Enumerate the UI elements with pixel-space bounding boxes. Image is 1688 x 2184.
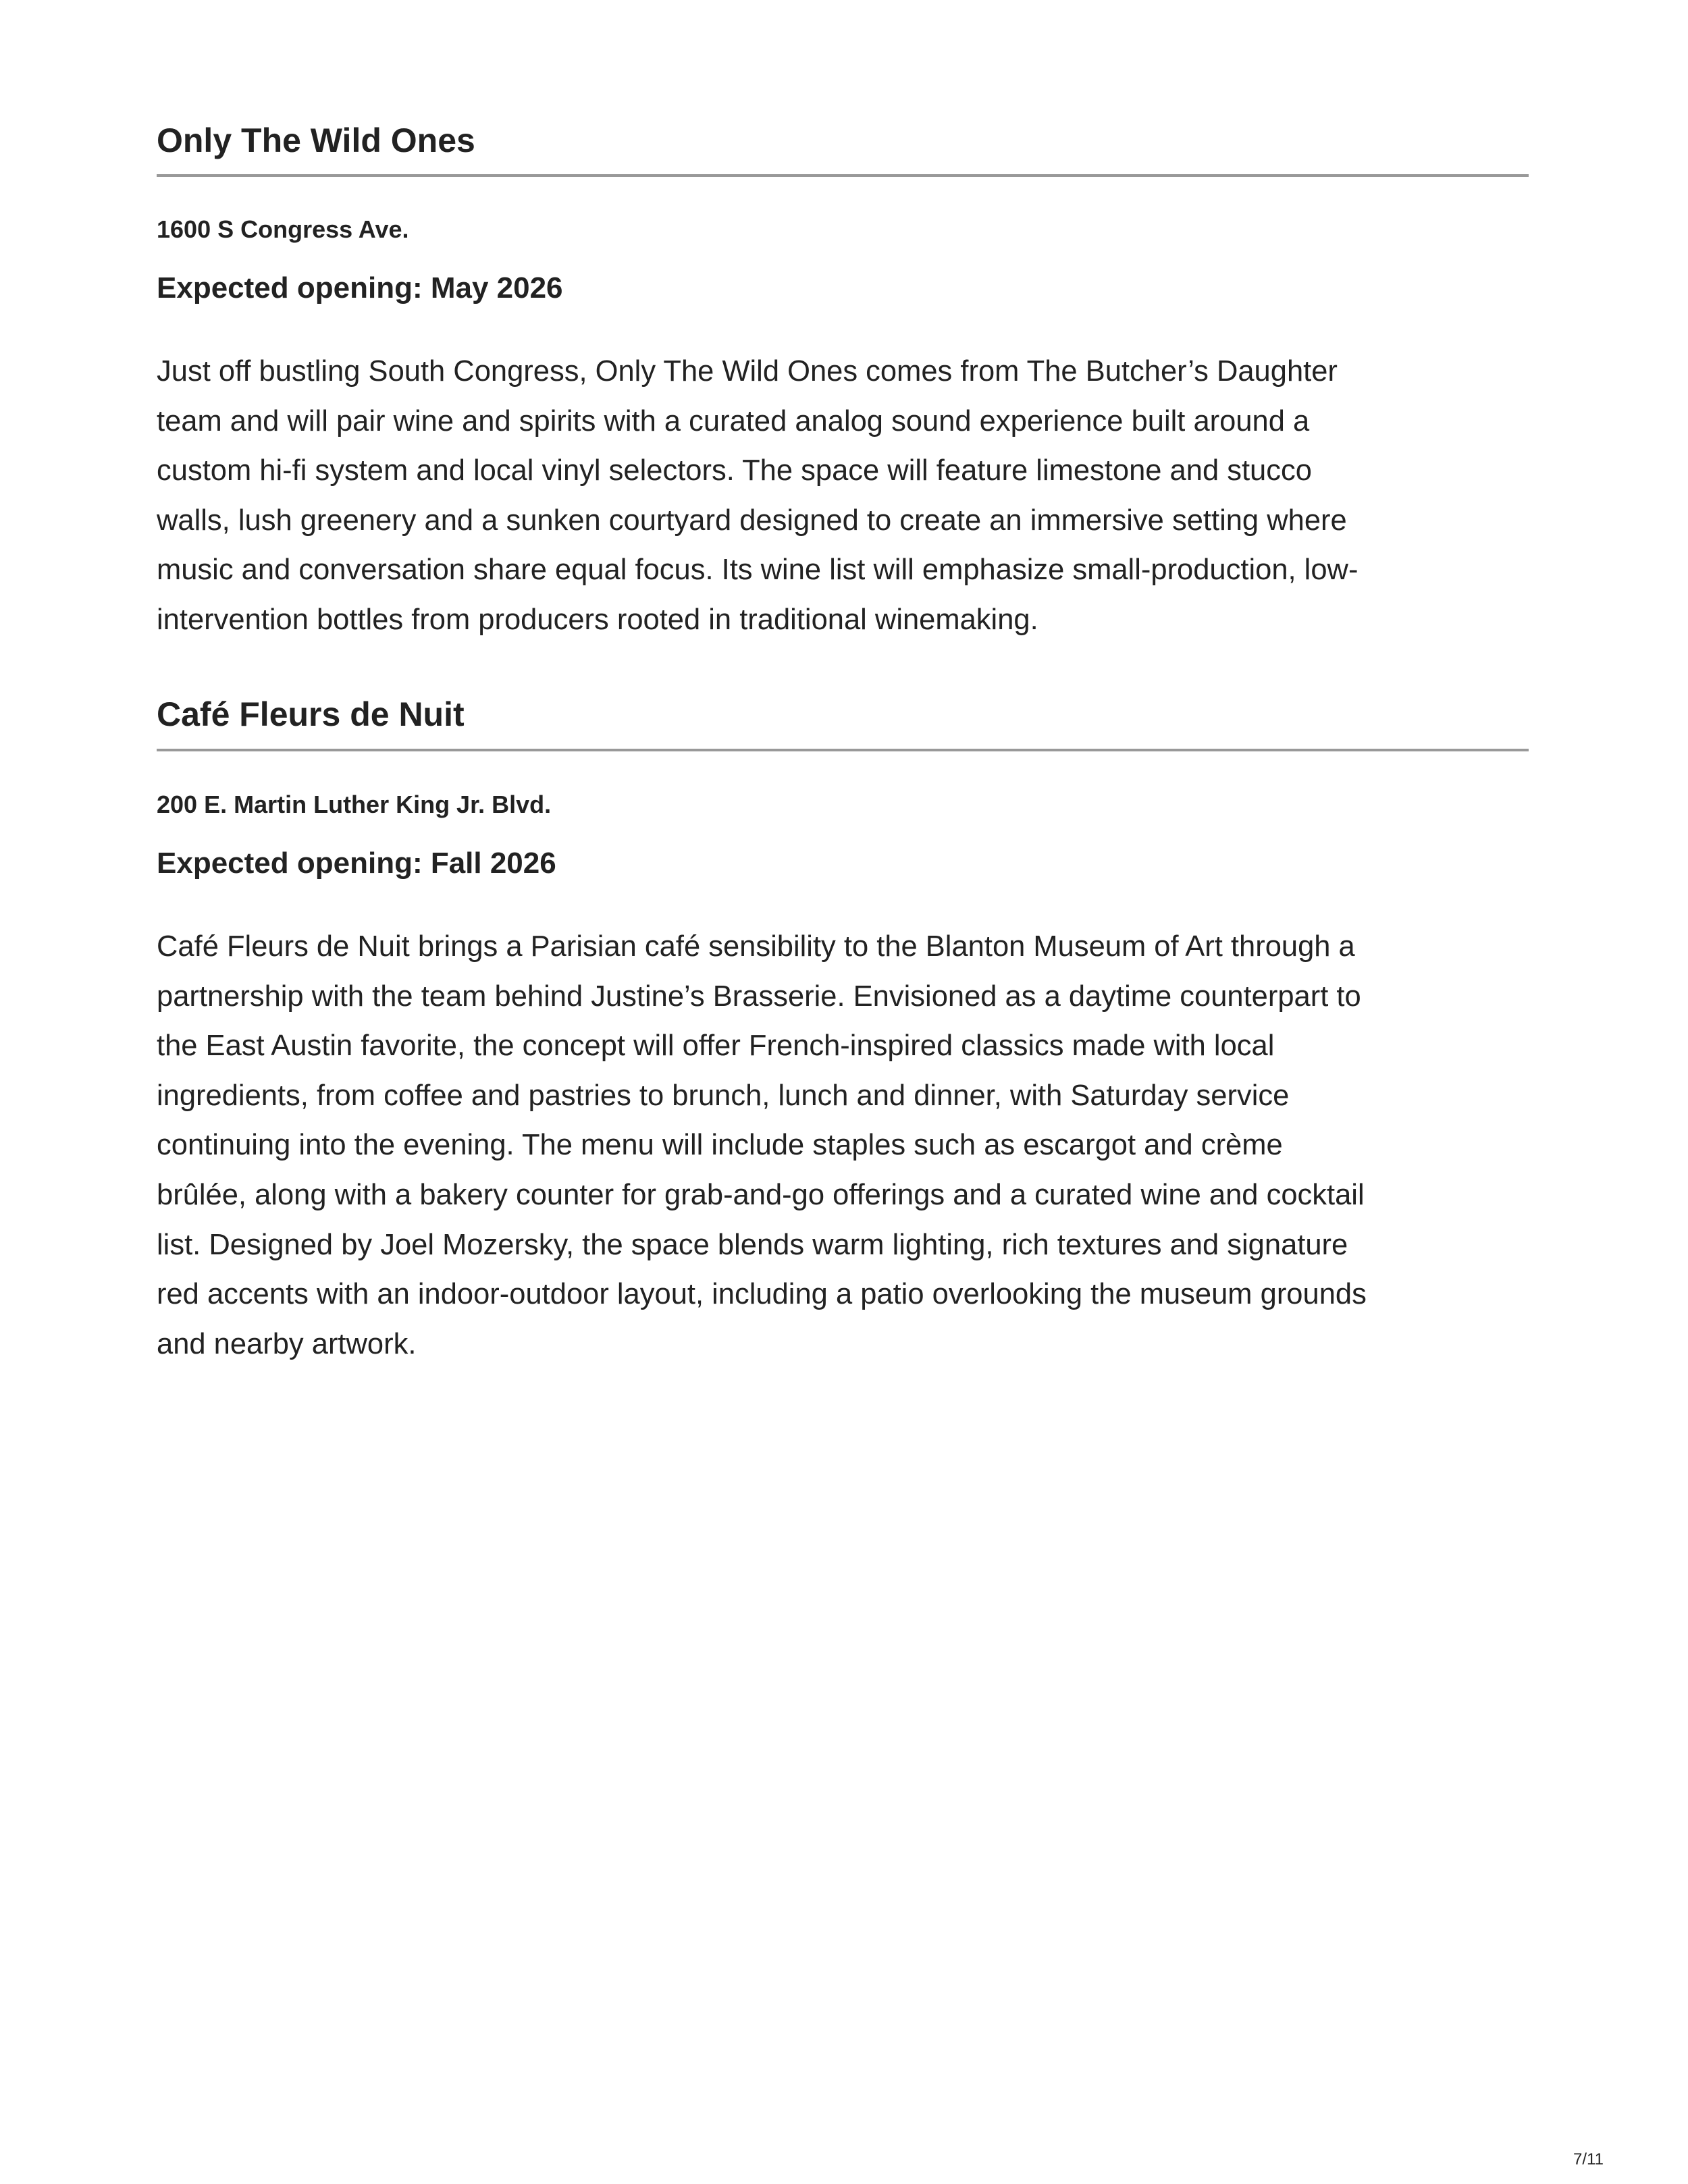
venue-description bbox=[157, 347, 1529, 645]
venue-description bbox=[157, 922, 1529, 1369]
description-line: intervention bottles from producers rooted in traditional winemaking. bbox=[157, 603, 1038, 636]
expected-opening: Expected opening: May 2026 bbox=[157, 271, 563, 304]
document-page bbox=[157, 0, 1529, 2184]
section-divider bbox=[157, 749, 1529, 751]
description-line: continuing into the evening. The menu will include staples such as escargot and crème bbox=[157, 1129, 1283, 1162]
venue-address: 1600 S Congress Ave. bbox=[157, 215, 409, 243]
description-line: team and will pair wine and spirits with a curated analog sound experience built around a bbox=[157, 404, 1310, 437]
description-line: walls, lush greenery and a sunken courtyard designed to create an immersive setting where bbox=[157, 504, 1347, 537]
description-line: red accents with an indoor-outdoor layout, including a patio overlooking the museum grounds bbox=[157, 1278, 1367, 1311]
venue-address: 200 E. Martin Luther King Jr. Blvd. bbox=[157, 791, 552, 818]
description-line: partnership with the team behind Justine’s Brasserie. Envisioned as a daytime counterpart to bbox=[157, 980, 1361, 1013]
page-number: 7/11 bbox=[1573, 2150, 1604, 2168]
description-line: the East Austin favorite, the concept will offer French-inspired classics made with local bbox=[157, 1030, 1275, 1063]
description-line: list. Designed by Joel Mozersky, the space blends warm lighting, rich textures and signature bbox=[157, 1228, 1348, 1261]
section-title: Only The Wild Ones bbox=[157, 122, 475, 159]
expected-opening: Expected opening: Fall 2026 bbox=[157, 847, 556, 880]
description-line: and nearby artwork. bbox=[157, 1327, 417, 1360]
section-divider bbox=[157, 174, 1529, 177]
description-line: brûlée, along with a bakery counter for grab-and-go offerings and a curated wine and cocktail bbox=[157, 1178, 1365, 1211]
description-line: Just off bustling South Congress, Only The Wild Ones comes from The Butcher’s Daughter bbox=[157, 355, 1338, 388]
description-line: custom hi-fi system and local vinyl selectors. The space will feature limestone and stucco bbox=[157, 454, 1312, 487]
description-line: Café Fleurs de Nuit brings a Parisian café sensibility to the Blanton Museum of Art through a bbox=[157, 930, 1355, 963]
description-line: music and conversation share equal focus. Its wine list will emphasize small-production, low- bbox=[157, 554, 1359, 587]
section-title: Café Fleurs de Nuit bbox=[157, 695, 465, 733]
description-line: ingredients, from coffee and pastries to brunch, lunch and dinner, with Saturday service bbox=[157, 1079, 1290, 1112]
